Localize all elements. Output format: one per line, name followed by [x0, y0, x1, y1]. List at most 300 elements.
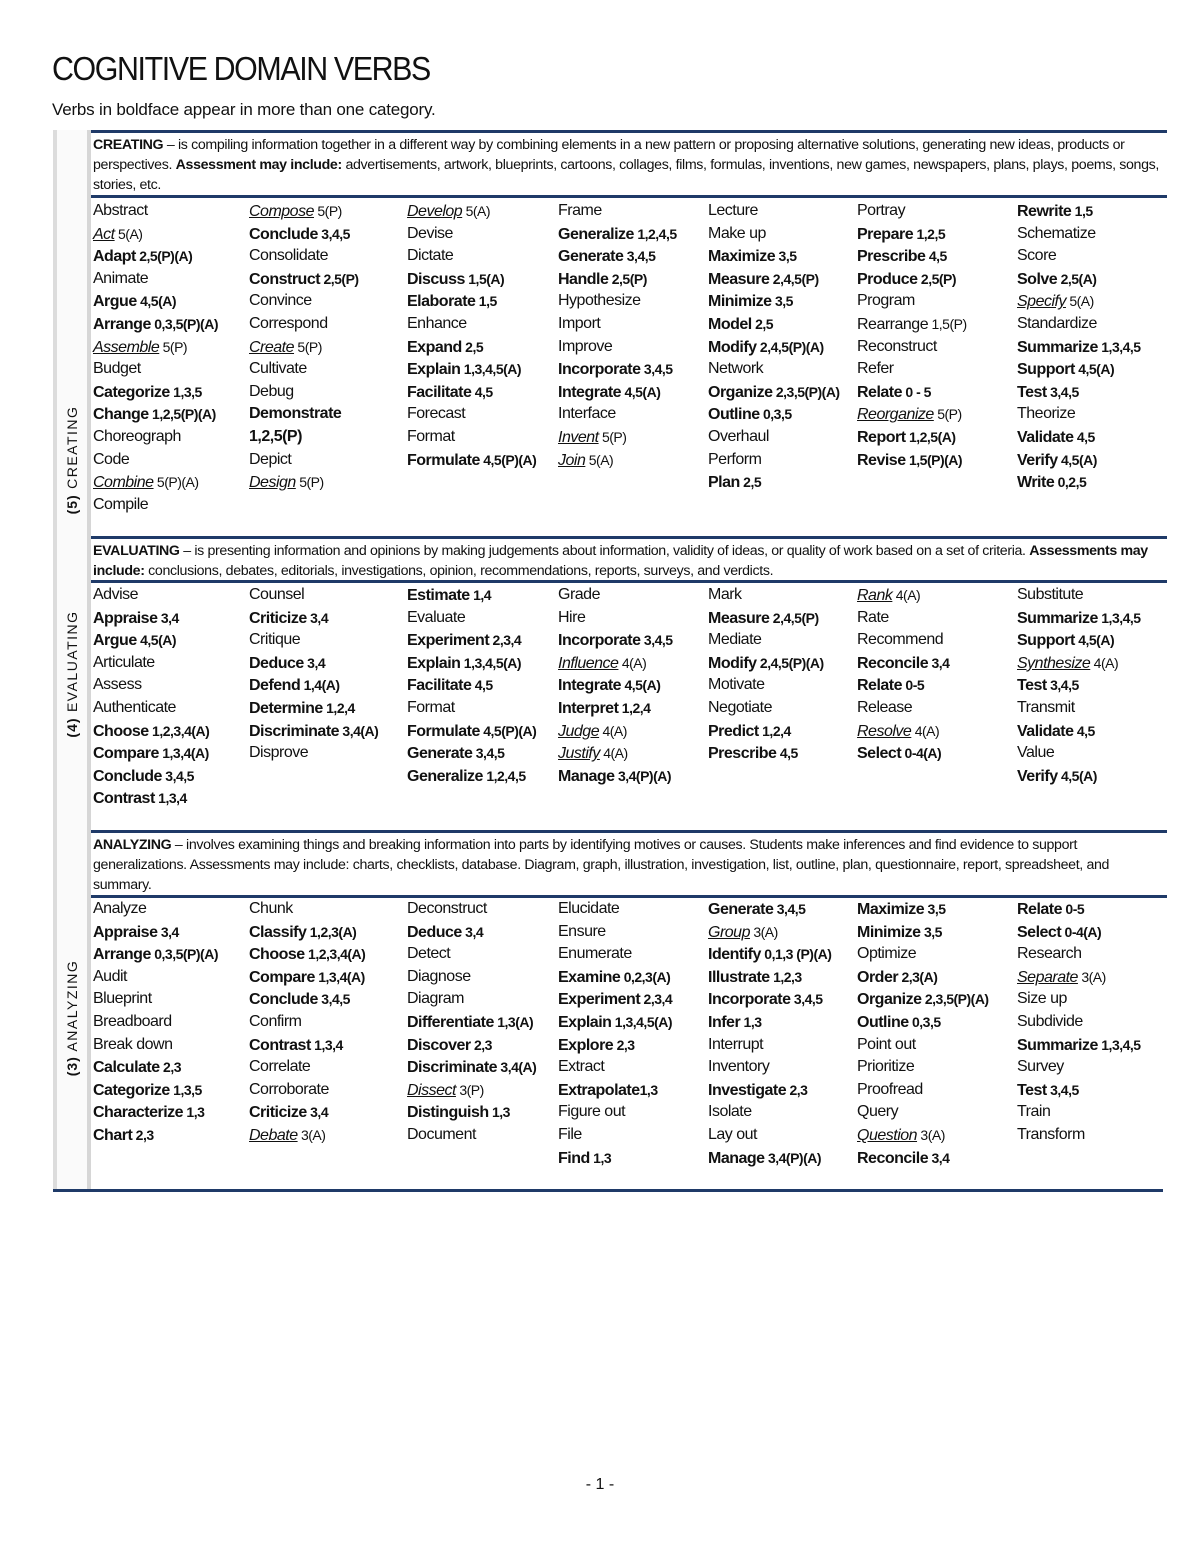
verb-entry	[407, 765, 567, 788]
verb-column	[93, 200, 253, 516]
verb-level-code: 1,3,4,5(A)	[460, 654, 522, 671]
verb-level-code: 4,5(A)	[1057, 767, 1097, 784]
verb-entry	[857, 921, 1017, 944]
verb-word: 1,2,5(P)	[249, 427, 302, 445]
verb-level-code: 3,4(P)(A)	[614, 767, 672, 784]
verb-word: Mediate	[708, 631, 762, 649]
verb-word: Combine	[93, 474, 154, 492]
verb-level-code: 0-5	[1062, 901, 1085, 917]
verb-entry	[93, 1011, 253, 1034]
verb-word: Diagram	[407, 990, 464, 1008]
verb-word: Justify	[558, 745, 600, 763]
page-subtitle: Verbs in boldface appear in more than one category.	[52, 100, 436, 119]
verb-entry	[558, 1101, 718, 1124]
verb-column	[93, 898, 253, 1147]
verb-word: Interface	[558, 405, 616, 423]
verb-word: Choose	[249, 946, 305, 964]
verb-word: Counsel	[249, 586, 305, 603]
verb-entry	[1017, 403, 1177, 426]
verb-entry	[407, 268, 567, 291]
verb-word: Network	[708, 360, 764, 378]
verb-word: Corroborate	[249, 1080, 329, 1098]
verb-level-code: 2,5(P)	[320, 270, 359, 287]
verb-word: Compose	[249, 203, 314, 220]
verb-entry	[93, 966, 253, 989]
verb-entry	[407, 1124, 567, 1147]
verb-word: Maximize	[857, 901, 925, 918]
verb-level-code: 0,2,3(A)	[620, 968, 671, 985]
verb-entry	[407, 629, 567, 652]
verb-entry	[857, 629, 1017, 652]
verb-level-code: 3,4	[306, 609, 329, 626]
verb-word: Correspond	[249, 314, 328, 332]
verb-word: Extract	[558, 1058, 605, 1076]
verb-word: Critique	[249, 631, 301, 649]
verb-entry	[93, 921, 253, 944]
verb-entry	[1017, 921, 1177, 944]
verb-word: Create	[249, 338, 295, 356]
verb-entry	[708, 1011, 868, 1034]
verb-word: Document	[407, 1125, 476, 1143]
verb-entry	[558, 921, 718, 944]
verb-entry	[407, 584, 567, 607]
verb-entry	[249, 1011, 409, 1034]
verb-level-code: 3(A)	[297, 1126, 326, 1143]
verb-level-code: 1,2,4	[758, 722, 791, 739]
verb-entry	[93, 787, 253, 810]
verb-word: Characterize	[93, 1104, 184, 1122]
verb-entry	[93, 607, 253, 630]
verb-entry	[558, 1124, 718, 1147]
verb-level-code: 0,3,5(P)(A)	[150, 315, 218, 332]
verb-word: Judge	[558, 722, 600, 740]
description-title: CREATING	[93, 137, 164, 153]
verb-word: Outline	[857, 1013, 909, 1031]
verb-entry	[249, 1034, 409, 1057]
side-label-bar	[57, 830, 91, 1190]
verb-column	[249, 200, 409, 494]
verb-entry	[1017, 1124, 1177, 1147]
verb-level-code: 2,3	[132, 1126, 154, 1143]
verb-entry	[857, 358, 1017, 381]
verb-entry	[558, 720, 718, 743]
verb-word: Portray	[857, 202, 906, 219]
section-mid-rule	[91, 580, 1167, 583]
verb-entry	[407, 313, 567, 336]
verb-word: Maximize	[708, 248, 776, 266]
verb-entry	[249, 336, 409, 359]
verb-entry	[93, 765, 253, 788]
verb-word: Distinguish	[407, 1104, 489, 1122]
verb-word: Appraise	[93, 923, 158, 941]
verb-level-code: 5(P)	[933, 406, 962, 423]
verb-word: Generate	[708, 901, 774, 918]
verb-word: File	[558, 1125, 582, 1143]
verb-word: Predict	[708, 722, 759, 740]
verb-entry	[93, 1079, 253, 1102]
verb-level-code: 3(A)	[1077, 968, 1106, 985]
verb-entry	[249, 742, 409, 765]
verb-word: Hypothesize	[558, 292, 641, 310]
verb-entry	[1017, 336, 1177, 359]
verb-entry	[93, 290, 253, 313]
verb-entry	[708, 988, 868, 1011]
verb-word: Choose	[93, 722, 149, 740]
verb-word: Negotiate	[708, 698, 772, 716]
verb-word: Substitute	[1017, 586, 1084, 603]
verb-level-code: 3,4,5	[1046, 383, 1079, 400]
verb-entry	[857, 1124, 1017, 1147]
description-text: – is presenting information and opinions by making judgements about information, validity of ideas, or quality of work based on a set of criteria.	[179, 543, 1030, 559]
verb-entry	[857, 245, 1017, 268]
verb-entry	[558, 313, 718, 336]
verb-level-code: 1,4	[469, 587, 492, 603]
verb-word: Breadboard	[93, 1012, 172, 1030]
verb-level-code: 1,3(A)	[493, 1013, 534, 1030]
verb-entry	[708, 223, 868, 246]
verb-level-code: 3,4,5	[1046, 677, 1079, 694]
verb-word: Dictate	[407, 247, 454, 265]
verb-word: Support	[1017, 361, 1075, 379]
verb-word: Abstract	[93, 202, 148, 219]
verb-word: Solve	[1017, 270, 1058, 288]
verb-word: Reconstruct	[857, 337, 937, 355]
verb-entry	[93, 1124, 253, 1147]
verb-level-code: 4(A)	[618, 654, 647, 671]
verb-word: Revise	[857, 451, 906, 469]
verb-word: Experiment	[407, 632, 490, 650]
verb-word: Prescribe	[857, 248, 926, 266]
verb-word: Experiment	[558, 991, 641, 1009]
verb-word: Transform	[1017, 1125, 1085, 1143]
verb-level-code: 2,3(A)	[898, 968, 938, 985]
verb-entry	[558, 1034, 718, 1057]
verb-word: Program	[857, 292, 915, 310]
verb-entry	[93, 720, 253, 743]
verb-word: Point out	[857, 1035, 916, 1053]
verb-level-code: 1,2,4,5	[633, 225, 677, 242]
verb-word: Measure	[708, 609, 770, 627]
verb-word: Produce	[857, 270, 918, 288]
verb-word: Elaborate	[407, 293, 476, 311]
verb-entry	[1017, 358, 1177, 381]
verb-level-code: 3,4	[461, 923, 484, 940]
verb-entry	[708, 290, 868, 313]
verb-level-code: 3,4,5	[790, 991, 823, 1008]
verb-entry	[857, 584, 1017, 607]
verb-word: Calculate	[93, 1059, 160, 1077]
side-label	[64, 610, 80, 737]
verb-entry	[558, 358, 718, 381]
verb-entry	[93, 449, 253, 472]
verb-entry	[857, 1101, 1017, 1124]
verb-entry	[249, 943, 409, 966]
verb-word: Prescribe	[708, 745, 777, 763]
verb-word: Relate	[857, 383, 903, 401]
verb-word: Query	[857, 1103, 899, 1121]
verb-level-code: 3,5	[924, 901, 946, 917]
verb-level-code: 3,4,5	[472, 745, 505, 762]
verb-word: Audit	[93, 967, 127, 985]
verb-level-code: 0,3,5(P)(A)	[150, 946, 218, 963]
verb-word: Appraise	[93, 609, 158, 627]
verb-entry	[93, 200, 253, 223]
verb-level-code: 1,2,5(A)	[905, 428, 956, 445]
verb-level-code: 4,5	[1073, 428, 1095, 445]
verb-entry	[857, 449, 1017, 472]
verb-entry	[249, 245, 409, 268]
description-assessment-label: Assessments may include:	[93, 543, 1148, 579]
verb-level-code: 2,5	[739, 474, 762, 491]
verb-level-code: 3,4	[157, 923, 179, 940]
verb-word: Discuss	[407, 270, 465, 288]
verb-entry	[1017, 1034, 1177, 1057]
verb-word: Select	[857, 745, 902, 763]
verb-entry	[708, 1101, 868, 1124]
verb-entry	[93, 652, 253, 675]
verb-word: Argue	[93, 632, 137, 650]
verb-entry	[558, 290, 718, 313]
verb-word: Demonstrate	[249, 405, 342, 423]
verb-word: Deconstruct	[407, 900, 487, 917]
verb-word: Frame	[558, 202, 602, 219]
section-description	[93, 541, 1161, 581]
verb-word: Illustrate	[708, 968, 770, 986]
verb-word: Develop	[407, 203, 463, 220]
verb-word: Articulate	[93, 653, 155, 671]
verb-entry	[857, 943, 1017, 966]
verb-entry	[1017, 426, 1177, 449]
verb-level-code: 1,3	[740, 1013, 762, 1030]
verb-word: Discover	[407, 1036, 471, 1054]
section-description	[93, 135, 1161, 195]
verb-level-code: 5(P)(A)	[153, 474, 199, 491]
verb-entry	[93, 245, 253, 268]
verb-column	[1017, 584, 1177, 787]
description-assessment-text: advertisements, artwork, blueprints, cartoons, collages, films, formulas, inventions, new games, newspapers, plans, plays, poems, songs, stories, etc.	[93, 157, 1159, 193]
verb-word: Convince	[249, 292, 312, 310]
side-label	[64, 406, 80, 515]
verb-entry	[708, 1147, 868, 1170]
verb-level-code: 3,4,5	[317, 991, 350, 1008]
verb-entry	[249, 921, 409, 944]
verb-word: Verify	[1017, 767, 1058, 785]
verb-level-code: 5(A)	[114, 225, 143, 242]
verb-entry	[857, 1034, 1017, 1057]
verb-entry	[249, 223, 409, 246]
verb-entry	[93, 898, 253, 921]
verb-entry	[558, 200, 718, 223]
verb-entry	[857, 223, 1017, 246]
section-creating	[53, 130, 1167, 536]
verb-word: Categorize	[93, 1081, 170, 1099]
verb-level-code: 1,2,3,4(A)	[304, 946, 366, 963]
verb-entry	[857, 1056, 1017, 1079]
verb-entry	[1017, 1101, 1177, 1124]
verb-level-code: 0,3,5	[908, 1013, 941, 1030]
verb-word: Make up	[708, 224, 766, 242]
verb-entry	[1017, 742, 1177, 765]
verb-word: Deduce	[249, 654, 304, 672]
verb-level-code: 4,5(A)	[136, 293, 177, 310]
verb-entry	[407, 943, 567, 966]
verb-entry	[1017, 290, 1177, 313]
verb-entry	[857, 742, 1017, 765]
verb-word: Explain	[407, 654, 461, 672]
verb-level-code: 3(A)	[917, 1126, 945, 1143]
verb-entry	[558, 765, 718, 788]
verb-entry	[93, 358, 253, 381]
verb-entry	[857, 1011, 1017, 1034]
section-analyzing	[53, 830, 1167, 1190]
page-number: - 1 -	[585, 1476, 615, 1493]
verb-entry	[708, 652, 868, 675]
verb-level-code: 1,2,3,4(A)	[148, 722, 210, 739]
verb-word: Research	[1017, 945, 1082, 963]
verb-word: Discriminate	[249, 722, 340, 740]
verb-entry	[558, 426, 718, 449]
verb-entry	[558, 697, 718, 720]
verb-column	[708, 898, 868, 1169]
verb-word: Measure	[708, 270, 770, 288]
verb-entry	[1017, 898, 1177, 921]
verb-entry	[1017, 629, 1177, 652]
verb-entry	[249, 720, 409, 743]
verb-entry	[407, 426, 567, 449]
verb-level-code: 1,2,5(P)(A)	[148, 406, 216, 423]
verb-entry	[407, 1034, 567, 1057]
verb-word: Conclude	[249, 225, 318, 243]
verb-entry	[407, 358, 567, 381]
verb-column	[857, 584, 1017, 765]
verb-word: Construct	[249, 270, 321, 288]
verb-level-code: 0-4(A)	[1061, 923, 1102, 940]
verb-word: Hire	[558, 608, 586, 626]
verb-entry	[93, 988, 253, 1011]
verb-level-code: 1,3,4,5(A)	[460, 361, 522, 378]
verb-level-code: 3,4,5	[317, 225, 350, 242]
verb-word: Validate	[1017, 722, 1074, 740]
verb-word: Prioritize	[857, 1058, 915, 1076]
verb-level-code: 4(A)	[599, 745, 628, 762]
verb-word: Organize	[708, 383, 773, 401]
verb-word: Invent	[558, 428, 599, 446]
verb-entry	[249, 403, 409, 426]
verb-word: Manage	[708, 1149, 765, 1167]
verb-word: Animate	[93, 269, 149, 287]
verb-level-code: 1,5	[1071, 203, 1093, 219]
verb-word: Organize	[857, 991, 922, 1009]
verb-entry	[407, 381, 567, 404]
verb-column	[558, 584, 718, 787]
verb-level-code: 2,5(A)	[1057, 270, 1097, 287]
verb-word: Generate	[407, 745, 473, 763]
verb-level-code: 0,3,5	[759, 406, 792, 423]
section-top-rule	[91, 536, 1167, 539]
verb-level-code: 1,3	[589, 1149, 612, 1166]
verb-column	[708, 200, 868, 494]
verb-entry	[249, 1079, 409, 1102]
verb-level-code: 3,4(P)(A)	[764, 1149, 822, 1166]
verb-word: Criticize	[249, 1104, 307, 1122]
verb-word: Disprove	[249, 744, 309, 762]
verb-entry	[708, 584, 868, 607]
verb-word: Blueprint	[93, 990, 152, 1008]
verb-level-code: 2,5(P)	[608, 270, 647, 287]
verb-level-code: 3,4	[157, 609, 179, 626]
verb-level-code: 2,4,5(P)	[769, 270, 819, 287]
verb-word: Expand	[407, 338, 462, 356]
verb-word: Explore	[558, 1036, 614, 1054]
verb-entry	[708, 268, 868, 291]
verb-level-code: 2,4,5(P)	[769, 609, 819, 626]
verb-word: Outline	[708, 406, 760, 424]
verb-entry	[857, 697, 1017, 720]
verb-entry	[558, 898, 718, 921]
verb-word: Summarize	[1017, 609, 1098, 627]
verb-entry	[558, 943, 718, 966]
verb-word: Dissect	[407, 1081, 456, 1099]
verb-entry	[249, 313, 409, 336]
verb-word: Authenticate	[93, 698, 176, 716]
verb-level-code: 4(A)	[892, 587, 921, 603]
bottom-rule	[53, 1189, 1163, 1192]
verb-word: Diagnose	[407, 967, 471, 985]
verb-word: Formulate	[407, 451, 480, 469]
verb-level-code: 0,1,3 (P)(A)	[760, 946, 832, 963]
verb-entry	[558, 449, 718, 472]
verb-entry	[708, 674, 868, 697]
verb-word: Train	[1017, 1103, 1051, 1121]
verb-entry	[1017, 988, 1177, 1011]
verb-word: Model	[708, 315, 752, 333]
verb-word: Compare	[249, 968, 315, 986]
verb-entry	[857, 607, 1017, 630]
verb-entry	[407, 742, 567, 765]
verb-level-code: 5(A)	[462, 203, 491, 219]
verb-entry	[708, 1124, 868, 1147]
verb-entry	[249, 290, 409, 313]
verb-word: Handle	[558, 270, 609, 288]
side-label	[64, 960, 80, 1077]
verb-level-code: 1,5(P)(A)	[905, 451, 963, 468]
verb-entry	[249, 449, 409, 472]
verb-entry	[708, 921, 868, 944]
verb-entry	[93, 381, 253, 404]
verb-entry	[407, 1079, 567, 1102]
verb-level-code: 3,5	[771, 293, 793, 310]
verb-entry	[93, 697, 253, 720]
verb-entry	[708, 697, 868, 720]
verb-level-code: 3,4	[306, 1104, 329, 1121]
verb-level-code: 1,2,4,5	[482, 767, 526, 784]
verb-word: Perform	[708, 450, 762, 468]
verb-entry	[249, 652, 409, 675]
verb-entry	[1017, 607, 1177, 630]
verb-entry	[857, 200, 1017, 223]
verb-entry	[558, 268, 718, 291]
verb-entry	[857, 426, 1017, 449]
verb-level-code: 2,3,5(P)(A)	[772, 383, 840, 400]
verb-entry	[407, 336, 567, 359]
side-label-number: (5)	[64, 494, 80, 515]
verb-column	[93, 584, 253, 810]
verb-column	[857, 898, 1017, 1169]
verb-word: Motivate	[708, 676, 765, 694]
verb-entry	[558, 403, 718, 426]
verb-level-code: 1,3,5	[169, 1081, 202, 1098]
verb-level-code: 4,5(A)	[1074, 361, 1115, 378]
